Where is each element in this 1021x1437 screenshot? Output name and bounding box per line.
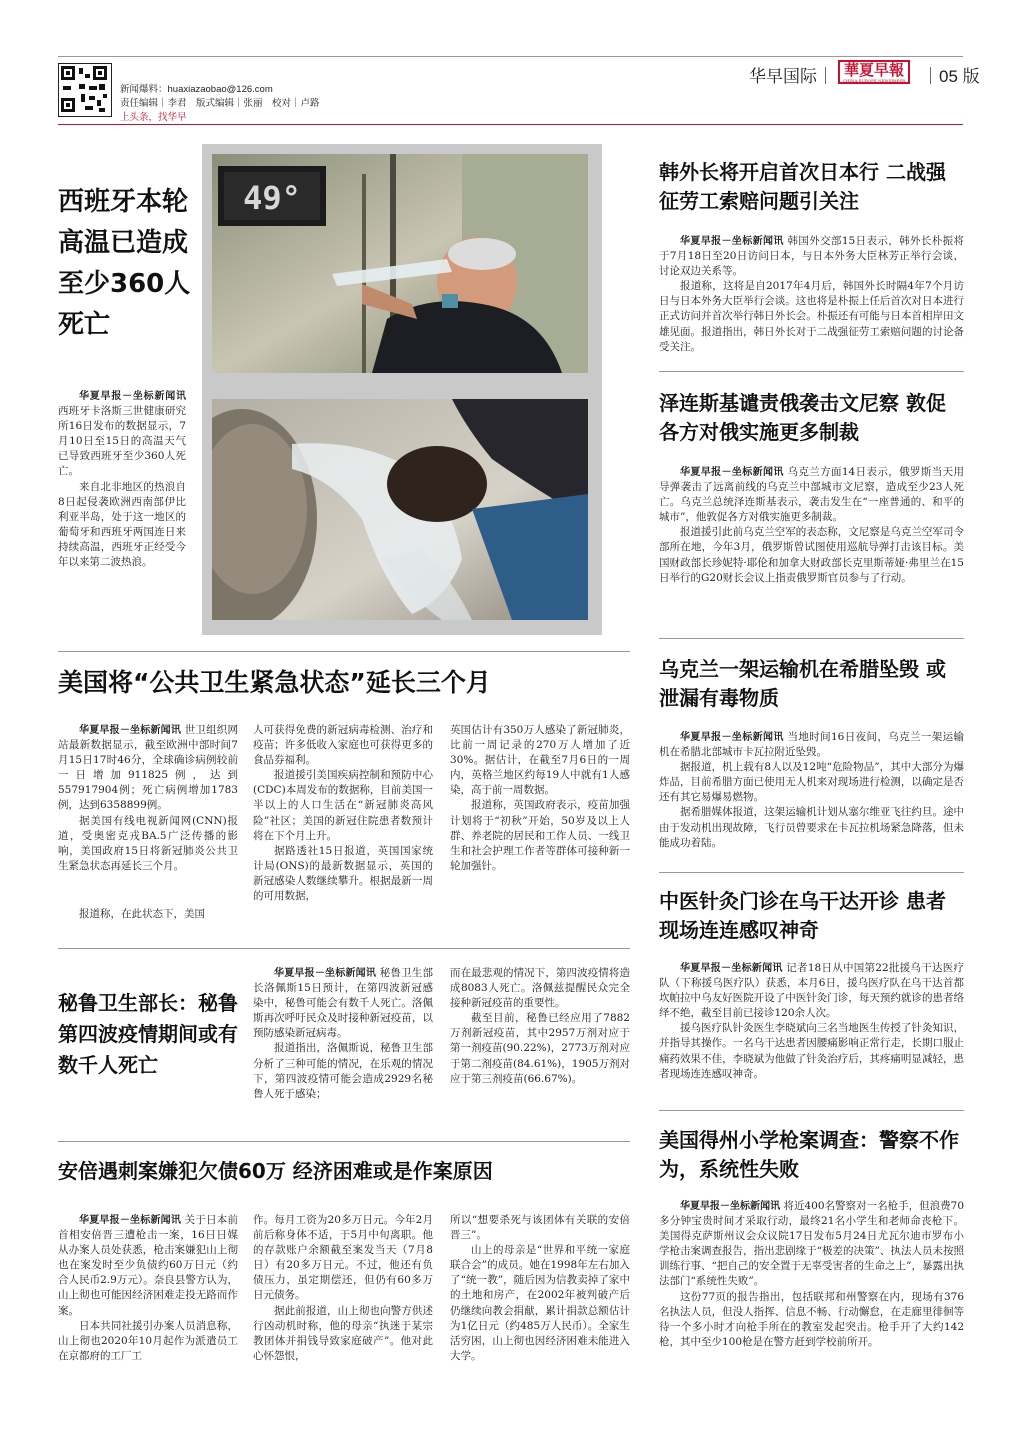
chinese-med-body <box>659 961 964 1082</box>
man-hair <box>387 446 487 522</box>
section-name: 华早国际｜ <box>749 67 834 86</box>
peru-col2 <box>450 966 630 1087</box>
abe-col2 <box>253 1213 433 1364</box>
divider <box>659 1110 964 1111</box>
chinese-med-source: 华夏早报－坐标新闻讯 <box>680 963 783 974</box>
chinese-med-headline[interactable]: 中医针灸门诊在乌干达开诊 患者现场连连感叹神奇 <box>659 889 946 942</box>
peru-col1 <box>253 966 433 1102</box>
peru-p1: 秘鲁卫生部长洛佩斯15日预计，在第四波新冠感染中，秘鲁可能会有数千人死亡。洛佩斯再次呼吁民众及时接种新冠疫苗，以预防感染新冠病毒。 <box>253 967 434 1040</box>
peru-p2b: 而在最悲观的情况下，第四波疫情将造成8083人死亡。洛佩兹提醒民众完全接种新冠疫苗的重要性。 <box>450 967 630 1010</box>
spain-photo-frame <box>202 144 602 635</box>
divider <box>659 872 964 873</box>
peru-p3: 截至目前，秘鲁已经应用了7882万剂新冠疫苗，其中2957万剂对应于第一剂疫苗(90.22%)，2773万剂对应于第二剂疫苗(84.61%)，1905万剂对应于第三剂疫苗(66.67%)。 <box>450 1012 630 1085</box>
spain-body <box>58 389 186 570</box>
abe-p1: 关于日本前首相安倍晋三遭枪击一案，16日日媒从办案人员处获悉，枪击案嫌犯山上彻也在案发时至少负债约60万日元（约合人民币2.9万元）。奈良县警方认为，山上彻也可能因经济困难走投无路而作案。 <box>58 1214 239 1317</box>
texas-source: 华夏早报－坐标新闻讯 <box>680 1201 781 1212</box>
zelensky-headline[interactable]: 泽连斯基谴责俄袭击文尼察 敦促各方对俄实施更多制裁 <box>659 391 946 444</box>
divider <box>58 1141 630 1142</box>
top-rule <box>58 56 963 57</box>
texas-headline[interactable]: 美国得州小学枪案调查：警察不作为，系统性失败 <box>659 1128 959 1181</box>
ukraine-plane-headline[interactable]: 乌克兰一架运输机在希腊坠毁 或泄漏有毒物质 <box>659 657 946 710</box>
us-health-p4: 报道援引美国疾病控制和预防中心(CDC)本周发布的数据称，目前美国一半以上的人口生活在“新冠肺炎高风险”社区；美国的新冠住院患者数预计将在下个月上升。 <box>253 769 433 842</box>
temperature-display: 49° <box>243 179 301 217</box>
abe-p2b: 作。每月工资为20多万日元。今年2月前后称身体不适，于5月中旬离职。他的存款账户余额截至案发当天（7月8日）有20多万日元。不过，他还有负债压力，虽定期偿还，但仍有60多万日元债务。 <box>253 1214 433 1302</box>
us-health-p6: 报道称，英国政府表示，疫苗加强计划将于“初秋”开始，50岁及以上人群、养老院的居民和工作人员、一线卫生和社会护理工作者等群体可接种新一轮加强针。 <box>450 799 630 872</box>
us-health-p3a: 报道称，在此状态下，美国 <box>79 908 205 920</box>
us-health-col3 <box>450 723 630 874</box>
us-health-col2 <box>253 723 433 904</box>
masthead-rule <box>58 124 963 125</box>
zelensky-body <box>659 465 964 586</box>
qr-code[interactable] <box>58 63 112 117</box>
spain-p1: 西班牙卡洛斯三世健康研究所16日发布的数据显示，7月10日至15日的高温天气已导致西班牙至少360人死亡。 <box>58 405 186 478</box>
chinese-med-p2: 援乌医疗队针灸医生李晓斌向三名当地医生传授了针灸知识，并指导其操作。一名乌干达患者因腰痛影响正常行走，长期口服止痛药效果不佳，李晓斌为他做了针灸治疗后，其疼痛明显减轻，患者现场连连感叹神奇。 <box>659 1022 964 1080</box>
divider <box>659 638 964 639</box>
ukraine-plane-source: 华夏早报－坐标新闻讯 <box>680 732 784 743</box>
zelensky-source: 华夏早报－坐标新闻讯 <box>680 467 784 478</box>
ukraine-plane-p1: 当地时间16日夜间，乌克兰一架运输机在希腊北部城市卡瓦拉附近坠毁。 <box>659 731 964 759</box>
us-health-headline[interactable]: 美国将“公共卫生紧急状态”延长三个月 <box>58 668 491 697</box>
page-number: ｜05 版 <box>922 67 980 86</box>
logo-subtitle: CHINA EUROPE NEWSPAPER <box>842 78 906 83</box>
korea-p2: 报道称，这将是自2017年4月后，韩国外长时隔4年7个月访日与日本外务大臣举行会谈。这也将是朴振上任后首次对日本进行正式访问并首次举行韩日外长会。朴振还有可能与日本首相岸田文雄见面。报道指出，韩日外长对于二战强征劳工索赔问题的讨论备受关注。 <box>659 280 964 353</box>
us-health-col1 <box>58 723 238 874</box>
abe-p3b: 所以“想要杀死与该团体有关联的安倍晋三”。 <box>450 1214 630 1242</box>
korea-headline[interactable]: 韩外长将开启首次日本行 二战强征劳工索赔问题引关注 <box>659 160 946 213</box>
chinese-med-p1: 记者18日从中国第22批援乌干达医疗队（下称援乌医疗队）获悉，本月6日，援乌医疗队在乌干达首都坎帕拉中乌友好医院开设了中医针灸门诊，每天预约就诊的患者络绎不绝，截至目前已接诊120余人次。 <box>659 962 964 1020</box>
korea-p1: 韩国外交部15日表示，韩外长朴振将于7月18日至20日访问日本，与日本外务大臣林芳正举行会谈，讨论双边关系等。 <box>659 235 964 278</box>
korea-source: 华夏早报－坐标新闻讯 <box>680 236 784 247</box>
peru-source: 华夏早报－坐标新闻讯 <box>274 968 377 979</box>
slogan: 上头条，找华早 <box>120 112 187 123</box>
spain-headline[interactable]: 西班牙本轮高温已造成至少360人死亡 <box>58 187 191 340</box>
tip-email: 新闻爆料：huaxiazaobao@126.com <box>120 84 273 95</box>
texas-body <box>659 1199 964 1350</box>
ukraine-plane-p2: 据报道，机上载有8人以及12吨“危险物品”，其中大部分为爆炸品，目前希腊方面已使用无人机来对现场进行检测，以确定是否还有其它易爆易燃物。 <box>659 761 964 804</box>
texas-p2: 这份77页的报告指出，包括联邦和州警察在内，现场有376名执法人员，但没人指挥、信息不畅、行动懈怠，在走廊里徘徊等待一个多小时才向枪手所在的教室发起突击。枪手开了大约142枪，其中至少100枪是在警方赶到学校前所开。 <box>659 1290 964 1348</box>
korea-body <box>659 234 964 355</box>
divider <box>58 948 630 949</box>
us-health-p5a: 据路透社15日报道，英国国家统计局(ONS)的最新数据显示，英国的新冠感染人数继续攀升。根据最新一周的可用数据， <box>253 844 433 903</box>
editors-credit: 责任编辑｜李君 版式编辑｜张丽 校对｜卢路 <box>120 98 320 109</box>
us-health-col1b <box>58 907 238 922</box>
spain-p2: 来自北非地区的热浪自8日起侵袭欧洲西南部伊比利亚半岛，处于这一地区的葡萄牙和西班牙两国连日来持续高温，西班牙正经受今年以来第二波热浪。 <box>58 480 186 569</box>
zelensky-p2: 报道援引此前乌克兰空军的表态称，文尼察是乌克兰空军司令部所在地，今年3月，俄罗斯曾试图使用巡航导弹打击该目标。美国财政部长珍妮特·耶伦和加拿大财政部长克里斯蒂娅·弗里兰在15日举行的G20财长会议上指责俄罗斯官员参与了行动。 <box>659 526 964 584</box>
us-health-source: 华夏早报－坐标新闻讯 <box>79 725 182 736</box>
abe-col1 <box>58 1213 238 1364</box>
abe-headline[interactable]: 安倍遇刺案嫌犯欠债60万 经济困难或是作案原因 <box>58 1159 493 1183</box>
spain-photo-drinking[interactable] <box>212 154 588 373</box>
us-health-p5b: 英国估计有350万人感染了新冠肺炎，比前一周记录的270万人增加了近30%。据估计，在截至7月6日的一周内，英格兰地区约每19人中就有1人感染，高于前一周数据。 <box>450 724 630 797</box>
us-health-p2: 据美国有线电视新闻网(CNN)报道，受奥密克戎BA.5广泛传播的影响，美国政府15日将新冠肺炎公共卫生紧急状态再延长三个月。 <box>58 814 238 872</box>
us-health-p3: 人可获得免费的新冠病毒检测、治疗和疫苗；许多低收入家庭也可获得更多的食品券福利。 <box>253 724 433 767</box>
ukraine-plane-p3: 据希腊媒体报道，这架运输机计划从塞尔维亚飞往约旦。途中由于发动机出现故障，飞行员曾要求在卡瓦拉机场紧急降落，但未能成功着陆。 <box>659 806 964 849</box>
abe-p4: 山上的母亲是“世界和平统一家庭联合会”的成员。她在1998年左右加入了“统一教”，随后因为信教卖掉了家中的土地和房产，在2002年被判破产后仍继续向教会捐献，累计捐款总额估计为1亿日元（约485万人民币）。全家生活穷困，山上彻也因经济困难未能进入大学。 <box>450 1244 630 1362</box>
divider <box>659 371 964 372</box>
peru-p2a: 报道指出，洛佩斯说，秘鲁卫生部分析了三种可能的情况，在乐观的情况下，第四波疫情可能会造成2929名秘鲁人死于感染； <box>253 1042 433 1100</box>
abe-p2a: 日本共同社援引办案人员消息称，山上彻也2020年10月起作为派遣员工在京都府的工厂工 <box>58 1319 238 1362</box>
zelensky-p1: 乌克兰方面14日表示，俄罗斯当天用导弹袭击了远离前线的乌克兰中部城市文尼察，造成至少23人死亡。乌克兰总统泽连斯基表示，袭击发生在“一座普通的、和平的城市”，他敦促各方对俄实施更多制裁。 <box>659 466 964 524</box>
logo-text: 華夏早報 <box>843 61 904 79</box>
abe-p3a: 据此前报道，山上彻也向警方供述行凶动机时称，他的母亲“执迷于某宗教团体并捐钱导致家庭破产”。他对此心怀怨恨， <box>253 1304 433 1362</box>
us-health-p1: 世卫组织网站最新数据显示，截至欧洲中部时间7月15日17时46分，全球确诊病例较前一日增加911825例，达到557917904例；死亡病例增加1783例，达到6358899例。 <box>58 724 239 812</box>
peru-headline[interactable]: 秘鲁卫生部长：秘鲁第四波疫情期间或有数千人死亡 <box>58 991 238 1077</box>
abe-col3 <box>450 1213 630 1364</box>
spain-source: 华夏早报－坐标新闻讯 <box>79 391 186 402</box>
newspaper-logo <box>838 60 910 84</box>
divider <box>58 651 630 652</box>
abe-source: 华夏早报－坐标新闻讯 <box>79 1215 182 1226</box>
ukraine-plane-body <box>659 730 964 851</box>
spain-photo-fountain[interactable] <box>212 399 588 620</box>
texas-p1: 将近400名警察对一名枪手，但浪费70多分钟宝贵时间才采取行动，最终21名小学生和老师命丧枪下。美国得克萨斯州议会众议院17日发布5月24日尤瓦尔迪市罗布小学枪击案调查报告，指出悲剧缘于“极差的决策”、执法人员未按照训练行事、“把自己的安全置于无辜受害者的生命之上”，暴露出执法部门“系统性失败”。 <box>659 1200 965 1288</box>
